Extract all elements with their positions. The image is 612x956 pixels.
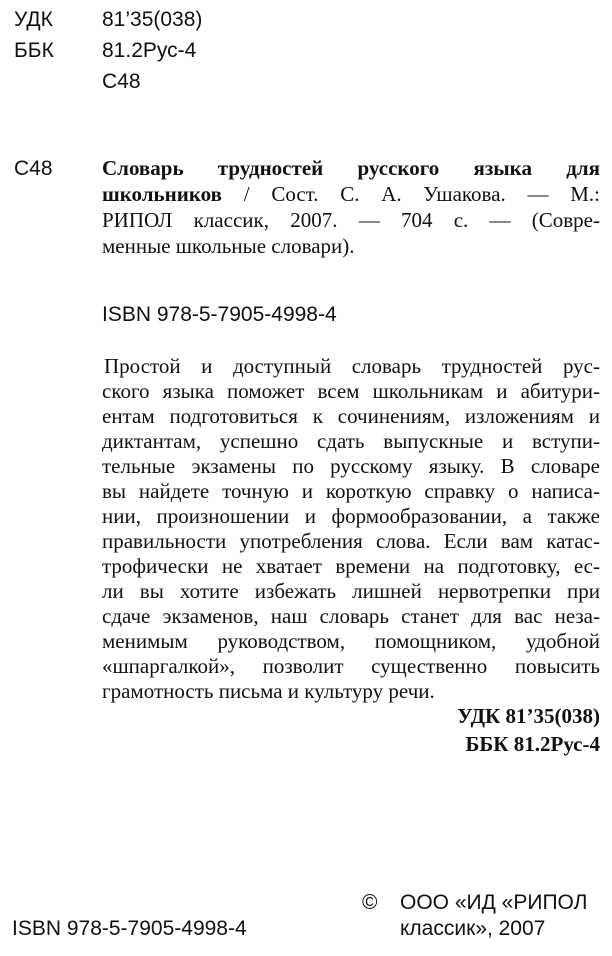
author-sign: С48	[14, 157, 53, 180]
copyright-year: классик», 2007	[400, 917, 546, 940]
bbk-code: ББК 81.2Рус-4	[465, 732, 600, 756]
annotation-line: вы найдете точную и короткую справку о написа-	[102, 479, 600, 503]
isbn-bottom: ISBN 978-5-7905-4998-4	[12, 917, 247, 940]
annotation-line: правильности употребления слова. Если вам катас-	[102, 529, 600, 553]
annotation-line: «шпаргалкой», позволит существенно повысить	[102, 654, 600, 678]
annotation-line: ентам подготовиться к сочинениям, изложениям и	[102, 404, 600, 428]
description-line: Словарь трудностей русского языка для	[102, 156, 600, 180]
copyright-holder: ООО «ИД «РИПОЛ	[400, 891, 588, 914]
bibliographic-description	[102, 155, 600, 259]
copyright-symbol: ©	[362, 891, 378, 914]
udk-value: 81’35(038)	[102, 8, 203, 31]
author-sign-header: С48	[102, 70, 141, 93]
annotation-line: ского языка поможет всем школьникам и абитури-	[102, 379, 600, 403]
description-line: менные школьные словари).	[102, 234, 355, 258]
annotation-line: сдаче экзаменов, наш словарь станет для вас неза-	[102, 604, 600, 628]
description-line: РИПОЛ классик, 2007. — 704 с. — (Совре-	[102, 208, 600, 232]
isbn-main: ISBN 978-5-7905-4998-4	[102, 303, 337, 326]
description-line: школьников / Сост. С. А. Ушакова. — М.:	[102, 182, 600, 206]
annotation-line: трофически не хватает времени на подготовку, ес-	[102, 554, 600, 578]
udk-label: УДК	[14, 8, 53, 31]
bbk-value: 81.2Рус-4	[102, 39, 197, 62]
annotation-line: тельные экзамены по русскому языку. В словаре	[102, 454, 600, 478]
annotation	[102, 354, 600, 704]
annotation-line: менимым руководством, помощником, удобной	[102, 629, 600, 653]
annotation-line: ли вы хотите избежать лишней нервотрепки при	[102, 579, 600, 603]
bbk-label: ББК	[14, 39, 54, 62]
classification-codes	[457, 702, 600, 758]
annotation-line: грамотность письма и культуру речи.	[102, 679, 435, 703]
annotation-line: нии, произношении и формообразовании, а также	[102, 504, 600, 528]
annotation-line: диктантам, успешно сдать выпускные и вступи-	[102, 429, 600, 453]
udk-code: УДК 81’35(038)	[457, 704, 600, 728]
annotation-line: Простой и доступный словарь трудностей рус-	[104, 354, 600, 378]
